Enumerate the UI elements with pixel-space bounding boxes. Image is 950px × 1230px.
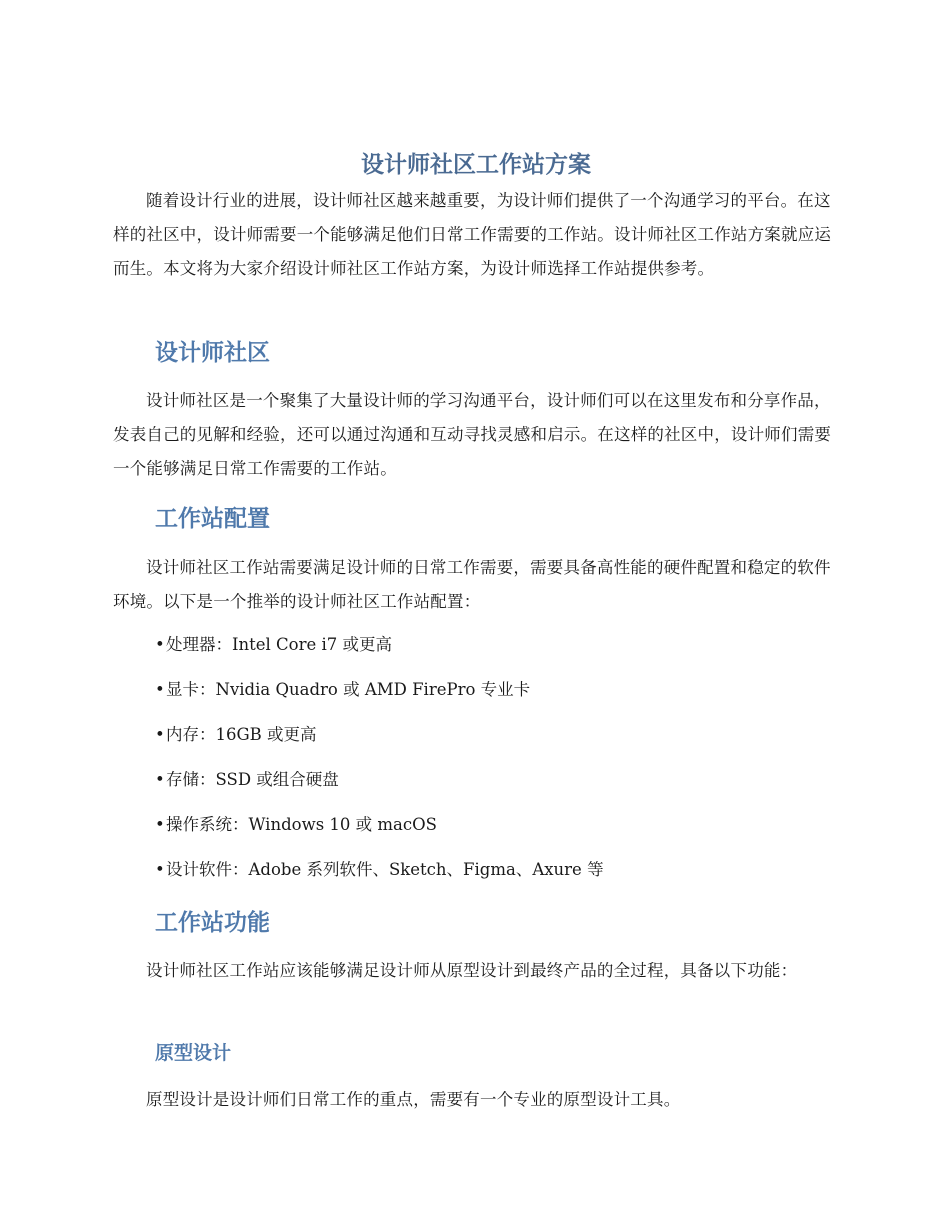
list-item-text: 存储：SSD 或组合硬盘 <box>166 770 339 789</box>
list-item <box>155 633 392 657</box>
bullet-dot-icon: • <box>155 680 165 699</box>
list-item-text: 处理器：Intel Core i7 或更高 <box>166 635 393 654</box>
bullet-dot-icon: • <box>155 770 165 789</box>
section-body-community: 设计师社区是一个聚集了大量设计师的学习沟通平台，设计师们可以在这里发布和分享作品，发表自己的见解和经验，还可以通过沟通和互动寻找灵感和启示。在这样的社区中，设计师们需要一个能够满足日常工作需要的工作站。 <box>113 391 832 478</box>
bullet-dot-icon: • <box>155 860 165 879</box>
list-item-text: 内存：16GB 或更高 <box>166 725 317 744</box>
section-body-config: 设计师社区工作站需要满足设计师的日常工作需要，需要具备高性能的硬件配置和稳定的软件环境。以下是一个推举的设计师社区工作站配置： <box>113 558 831 611</box>
bullet-dot-icon: • <box>155 635 165 654</box>
subsection-heading-prototype: 原型设计 <box>155 1042 232 1064</box>
list-item <box>155 678 530 702</box>
list-item-text: 设计软件：Adobe 系列软件、Sketch、Figma、Axure 等 <box>166 860 604 879</box>
section-heading-features: 工作站功能 <box>155 910 270 936</box>
section-body-features: 设计师社区工作站应该能够满足设计师从原型设计到最终产品的全过程，具备以下功能： <box>146 961 798 980</box>
list-item <box>155 768 339 792</box>
list-item <box>155 813 437 837</box>
list-item-text: 显卡：Nvidia Quadro 或 AMD FirePro 专业卡 <box>166 680 531 699</box>
list-item-text: 操作系统：Windows 10 或 macOS <box>166 815 437 834</box>
section-heading-community: 设计师社区 <box>155 340 270 366</box>
intro-paragraph: 随着设计行业的进展，设计师社区越来越重要，为设计师们提供了一个沟通学习的平台。在这样的社区中，设计师需要一个能够满足他们日常工作需要的工作站。设计师社区工作站方案就应运而生。本文将为大家介绍设计师社区工作站方案，为设计师选择工作站提供参考。 <box>113 191 832 278</box>
list-item <box>155 723 317 747</box>
document-title: 设计师社区工作站方案 <box>361 152 591 178</box>
subsection-body-prototype: 原型设计是设计师们日常工作的重点，需要有一个专业的原型设计工具。 <box>146 1090 681 1109</box>
bullet-dot-icon: • <box>155 815 165 834</box>
bullet-dot-icon: • <box>155 725 165 744</box>
list-item <box>155 858 604 882</box>
section-heading-config: 工作站配置 <box>155 506 270 532</box>
